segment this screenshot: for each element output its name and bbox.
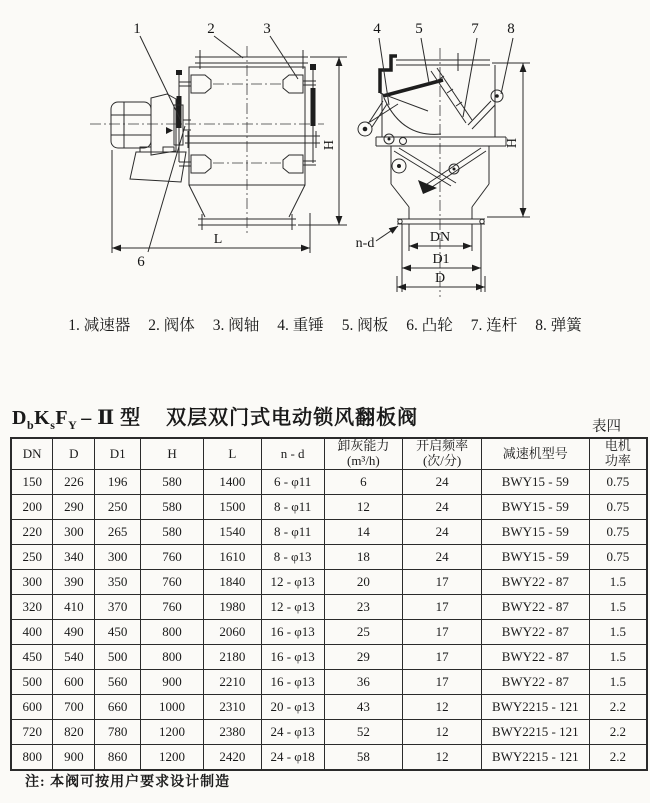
table-cell: 265 [95,520,141,545]
dim-label-d1: D1 [432,252,450,267]
table-cell: 370 [95,595,141,620]
table-cell: 24 [403,545,482,570]
table-row [11,670,647,695]
table-cell: 1840 [203,570,261,595]
connecting-rod [431,68,472,123]
table-cell: BWY22 - 87 [481,670,589,695]
table-cell: 1610 [203,545,261,570]
table-cell: 1200 [141,745,204,771]
table-cell: 1.5 [589,620,647,645]
table-cell: 780 [95,720,141,745]
table-cell: 2060 [203,620,261,645]
table-cell: 8 - φ11 [261,495,324,520]
table-cell: 410 [53,595,95,620]
dim-label-d: D [434,271,446,286]
table-cell: 600 [53,670,95,695]
column-header: L [203,438,261,470]
table-cell: 1540 [203,520,261,545]
table-cell: 800 [11,745,53,771]
model-letter: F [55,407,69,429]
part-item [342,317,389,334]
table-cell: 24 [403,470,482,495]
dim-label-l: L [213,232,223,247]
column-header: 卸灰能力 (m³/h) [324,438,403,470]
part-label: 减速器 [83,317,131,334]
model-suffix: – Ⅱ 型 [81,407,141,429]
table-cell: 36 [324,670,403,695]
table-cell: 1.5 [589,570,647,595]
table-cell: 300 [11,570,53,595]
table-cell: 500 [95,645,141,670]
table-cell: 23 [324,595,403,620]
dim-label-dn: DN [429,230,451,245]
table-cell: 16 - φ13 [261,645,324,670]
technical-drawing [0,0,650,300]
table-cell: 24 [403,495,482,520]
column-header: H [141,438,204,470]
table-cell: 8 - φ11 [261,520,324,545]
table-row [11,470,647,495]
table-cell: 12 [403,745,482,771]
table-cell: 450 [11,645,53,670]
part-callout-6: 6 [137,254,145,270]
table-cell: 300 [95,545,141,570]
part-item [277,317,324,334]
table-cell: 2.2 [589,720,647,745]
table-cell: 24 - φ18 [261,745,324,771]
table-cell: 600 [11,695,53,720]
table-cell: 1.5 [589,645,647,670]
part-callout-8: 8 [507,21,515,37]
table-row [11,545,647,570]
table-cell: BWY2215 - 121 [481,695,589,720]
table-cell: BWY15 - 59 [481,545,589,570]
column-header: DN [11,438,53,470]
part-label: 阀轴 [228,317,260,334]
table-cell: 196 [95,470,141,495]
table-cell: 16 - φ13 [261,670,324,695]
valve-plate [383,80,443,96]
table-cell: 24 - φ13 [261,720,324,745]
part-number: 5. [341,317,354,334]
table-cell: 58 [324,745,403,771]
table-cell: 220 [11,520,53,545]
table-cell: 860 [95,745,141,771]
table-cell: 800 [141,645,204,670]
table-cell: 340 [53,545,95,570]
table-row [11,695,647,720]
table-cell: 660 [95,695,141,720]
table-cell: 2210 [203,670,261,695]
part-label: 凸轮 [421,317,453,334]
table-cell: BWY15 - 59 [481,520,589,545]
table-cell: 2420 [203,745,261,771]
note [25,771,230,791]
table-cell: 2.2 [589,695,647,720]
table-cell: 760 [141,595,204,620]
part-item [213,317,260,334]
table-cell: 12 - φ13 [261,595,324,620]
table-cell: 2180 [203,645,261,670]
table-cell: 250 [95,495,141,520]
table-cell: 6 [324,470,403,495]
table-cell: 760 [141,570,204,595]
table-cell: 560 [95,670,141,695]
table-cell: 0.75 [589,545,647,570]
table-cell: 20 - φ13 [261,695,324,720]
part-number: 3. [212,317,225,334]
table-cell: 12 [403,695,482,720]
table-cell: 1.5 [589,670,647,695]
column-header: D [53,438,95,470]
table-cell: BWY2215 - 121 [481,720,589,745]
table-cell: 350 [95,570,141,595]
table-cell: 17 [403,645,482,670]
parts-list [0,313,650,335]
table-cell: 18 [324,545,403,570]
spec-table-body [11,470,647,771]
spec-table [10,437,648,771]
table-cell: 0.75 [589,520,647,545]
model-subscript: b [26,418,35,432]
table-cell: 1.5 [589,595,647,620]
table-cell: 12 - φ13 [261,570,324,595]
table-cell: 390 [53,570,95,595]
part-item [68,317,130,334]
column-header: 开启频率 (次/分) [403,438,482,470]
table-cell: BWY15 - 59 [481,470,589,495]
table-cell: 580 [141,470,204,495]
table-cell: 1200 [141,720,204,745]
table-cell: 17 [403,620,482,645]
part-callout-2: 2 [207,21,215,37]
table-cell: 24 [403,520,482,545]
part-callout-1: 1 [133,21,141,37]
table-cell: 12 [324,495,403,520]
table-cell: 900 [53,745,95,771]
table-cell: 0.75 [589,470,647,495]
table-cell: 52 [324,720,403,745]
part-callout-5: 5 [415,21,423,37]
table-cell: BWY22 - 87 [481,620,589,645]
part-item [471,317,518,334]
table-cell: 540 [53,645,95,670]
table-cell: 14 [324,520,403,545]
dim-label-h-side: H [505,137,520,149]
table-row [11,520,647,545]
table-row [11,645,647,670]
table-cell: 900 [141,670,204,695]
part-callout-7: 7 [471,21,479,37]
table-cell: 29 [324,645,403,670]
model-letter: K [34,407,51,429]
spec-table-header-row [11,438,647,470]
table-cell: 820 [53,720,95,745]
table-cell: BWY22 - 87 [481,595,589,620]
table-row [11,745,647,771]
table-cell: BWY2215 - 121 [481,745,589,771]
part-number: 4. [277,317,289,334]
column-header: D1 [95,438,141,470]
table-cell: 1400 [203,470,261,495]
table-cell: 720 [11,720,53,745]
table-cell: BWY22 - 87 [481,570,589,595]
table-cell: 490 [53,620,95,645]
table-cell: 25 [324,620,403,645]
table-row [11,570,647,595]
part-label: 连杆 [486,317,518,334]
lower-linkage [392,148,486,194]
part-item [406,317,453,334]
table-cell: 290 [53,495,95,520]
part-number: 6. [406,317,418,334]
part-number: 1. [68,317,80,334]
table-cell: 17 [403,670,482,695]
table-cell: 200 [11,495,53,520]
page-title [12,401,418,433]
table-cell: 760 [141,545,204,570]
table-cell: 580 [141,495,204,520]
table-cell: 1500 [203,495,261,520]
table-row [11,495,647,520]
part-label: 阀板 [357,317,389,334]
table-cell: 1000 [141,695,204,720]
table-row [11,595,647,620]
part-callout-3: 3 [263,21,271,37]
table-cell: 700 [53,695,95,720]
side-view-drawing [356,21,530,297]
table-cell: 6 - φ11 [261,470,324,495]
dim-label-h-front: H [322,139,337,151]
table-cell: 16 - φ13 [261,620,324,645]
table-cell: 400 [11,620,53,645]
part-label: 阀体 [163,317,195,334]
front-view-drawing [90,21,347,270]
table-cell: 580 [141,520,204,545]
table-cell: 300 [53,520,95,545]
part-item [535,317,582,334]
table-cell: 450 [95,620,141,645]
model-subscript: s [50,418,56,432]
table-cell: 2.2 [589,745,647,771]
part-number: 8. [535,317,547,334]
part-number: 2. [148,317,160,334]
table-row [11,720,647,745]
part-number: 7. [470,317,483,334]
table-cell: BWY22 - 87 [481,645,589,670]
table-cell: BWY15 - 59 [481,495,589,520]
table-cell: 12 [403,720,482,745]
table-cell: 800 [141,620,204,645]
table-cell: 500 [11,670,53,695]
table-cell: 17 [403,595,482,620]
valve-name: 双层双门式电动锁风翻板阀 [166,407,419,429]
table-cell: 1980 [203,595,261,620]
table-cell: 150 [11,470,53,495]
table-cell: 20 [324,570,403,595]
table-cell: 17 [403,570,482,595]
column-header: n - d [261,438,324,470]
table-row [11,620,647,645]
part-label: 弹簧 [550,317,582,334]
dim-label-nd: n-d [355,236,375,251]
column-header: 电机 功率 [589,438,647,470]
model-code [12,407,78,432]
table-cell: 43 [324,695,403,720]
table-number-tag: 表四 [592,419,621,435]
table-cell: 226 [53,470,95,495]
part-callout-4: 4 [373,21,381,37]
table-cell: 250 [11,545,53,570]
model-letter: D [12,407,27,429]
part-label: 重锤 [292,317,324,334]
table-cell: 0.75 [589,495,647,520]
table-cell: 320 [11,595,53,620]
table-cell: 2380 [203,720,261,745]
table-cell: 8 - φ13 [261,545,324,570]
table-cell: 2310 [203,695,261,720]
part-item [148,317,195,334]
column-header: 减速机型号 [481,438,589,470]
note-text: 注: 本阀可按用户要求设计制造 [25,775,231,790]
model-subscript: Y [68,418,78,432]
